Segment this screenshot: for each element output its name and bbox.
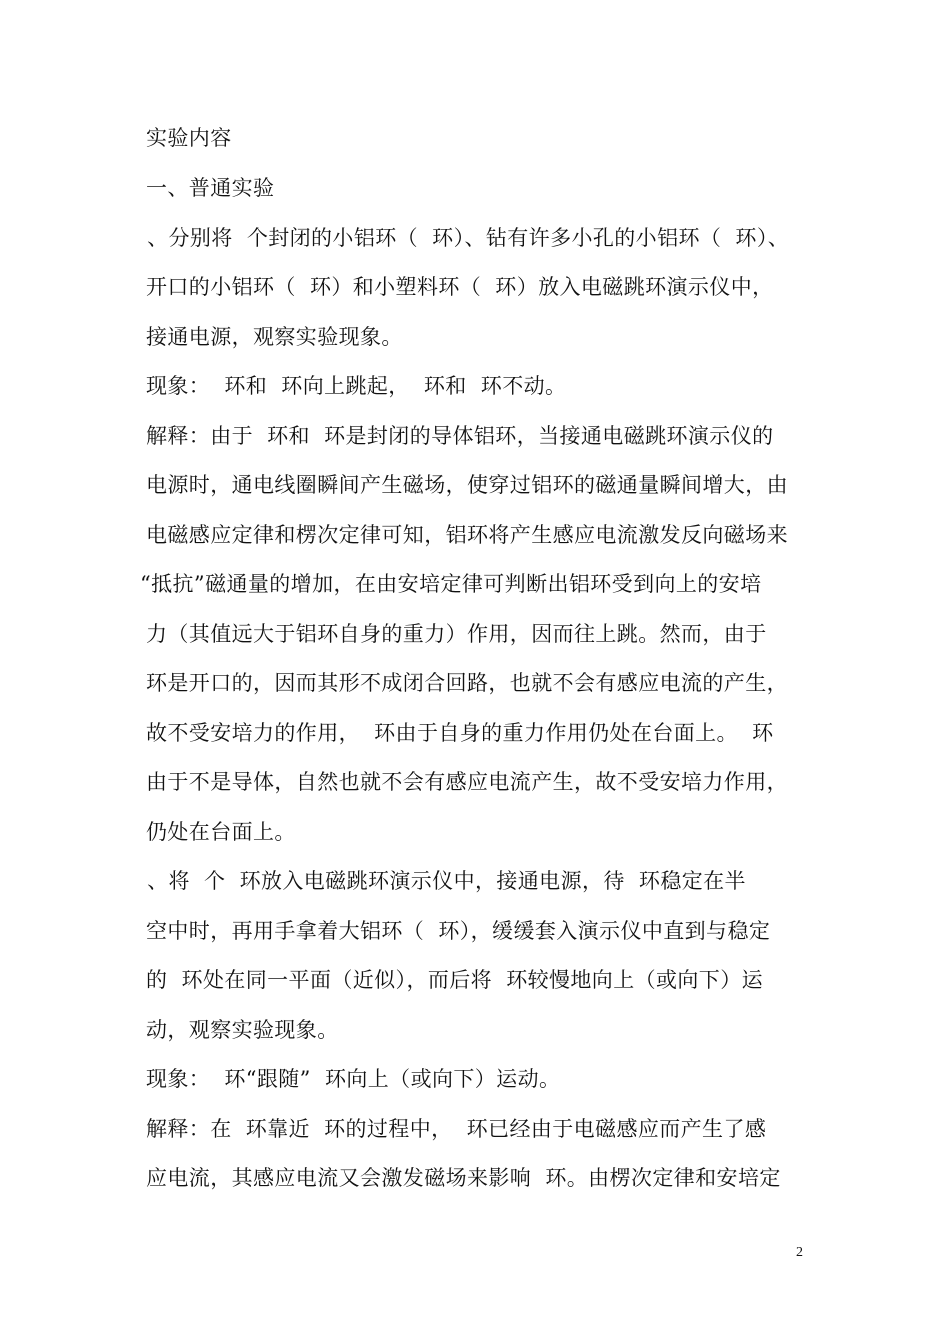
paragraph-line: 空中时，再用手拿着大铝环（ 环），缓缓套入演示仪中直到与稳定 [146, 919, 771, 943]
paragraph-line: 故不受安培力的作用， 环由于自身的重力作用仍处在台面上。 环 [146, 721, 774, 745]
paragraph-line: 仍处在台面上。 [146, 820, 296, 844]
paragraph-line: 、分别将 个封闭的小铝环（ 环）、钻有许多小孔的小铝环（ 环）、 [140, 226, 790, 250]
paragraph-line: 电源时，通电线圈瞬间产生磁场，使穿过铝环的磁通量瞬间增大，由 [146, 473, 788, 497]
paragraph-line: 动，观察实验现象。 [146, 1018, 339, 1042]
paragraph-line: 由于不是导体，自然也就不会有感应电流产生，故不受安培力作用， [146, 770, 788, 794]
page-number: 2 [796, 1245, 803, 1260]
paragraph-line: 应电流，其感应电流又会激发磁场来影响 环。由楞次定律和安培定 [146, 1166, 781, 1190]
subsection-heading: 一、普通实验 [146, 176, 275, 200]
paragraph-line: 解释：在 环靠近 环的过程中， 环已经由于电磁感应而产生了感 [146, 1117, 767, 1141]
paragraph-line: 现象： 环和 环向上跳起， 环和 环不动。 [146, 374, 567, 398]
paragraph-line: 环是开口的，因而其形不成闭合回路，也就不会有感应电流的产生， [146, 671, 788, 695]
paragraph-line: 的 环处在同一平面（近似），而后将 环较慢地向上（或向下）运 [146, 968, 763, 992]
paragraph-line: “抵抗”磁通量的增加，在由安培定律可判断出铝环受到向上的安培 [140, 572, 762, 596]
section-heading: 实验内容 [146, 126, 232, 150]
paragraph-line: 、将 个 环放入电磁跳环演示仪中，接通电源，待 环稳定在半 [140, 869, 746, 893]
paragraph-line: 电磁感应定律和楞次定律可知，铝环将产生感应电流激发反向磁场来 [146, 523, 788, 547]
paragraph-line: 开口的小铝环（ 环）和小塑料环（ 环）放入电磁跳环演示仪中， [146, 275, 774, 299]
paragraph-line: 力（其值远大于铝环自身的重力）作用，因而往上跳。然而，由于 [146, 622, 767, 646]
paragraph-line: 接通电源，观察实验现象。 [146, 325, 403, 349]
paragraph-line: 现象： 环“跟随” 环向上（或向下）运动。 [146, 1067, 561, 1091]
paragraph-line: 解释：由于 环和 环是封闭的导体铝环，当接通电磁跳环演示仪的 [146, 424, 774, 448]
